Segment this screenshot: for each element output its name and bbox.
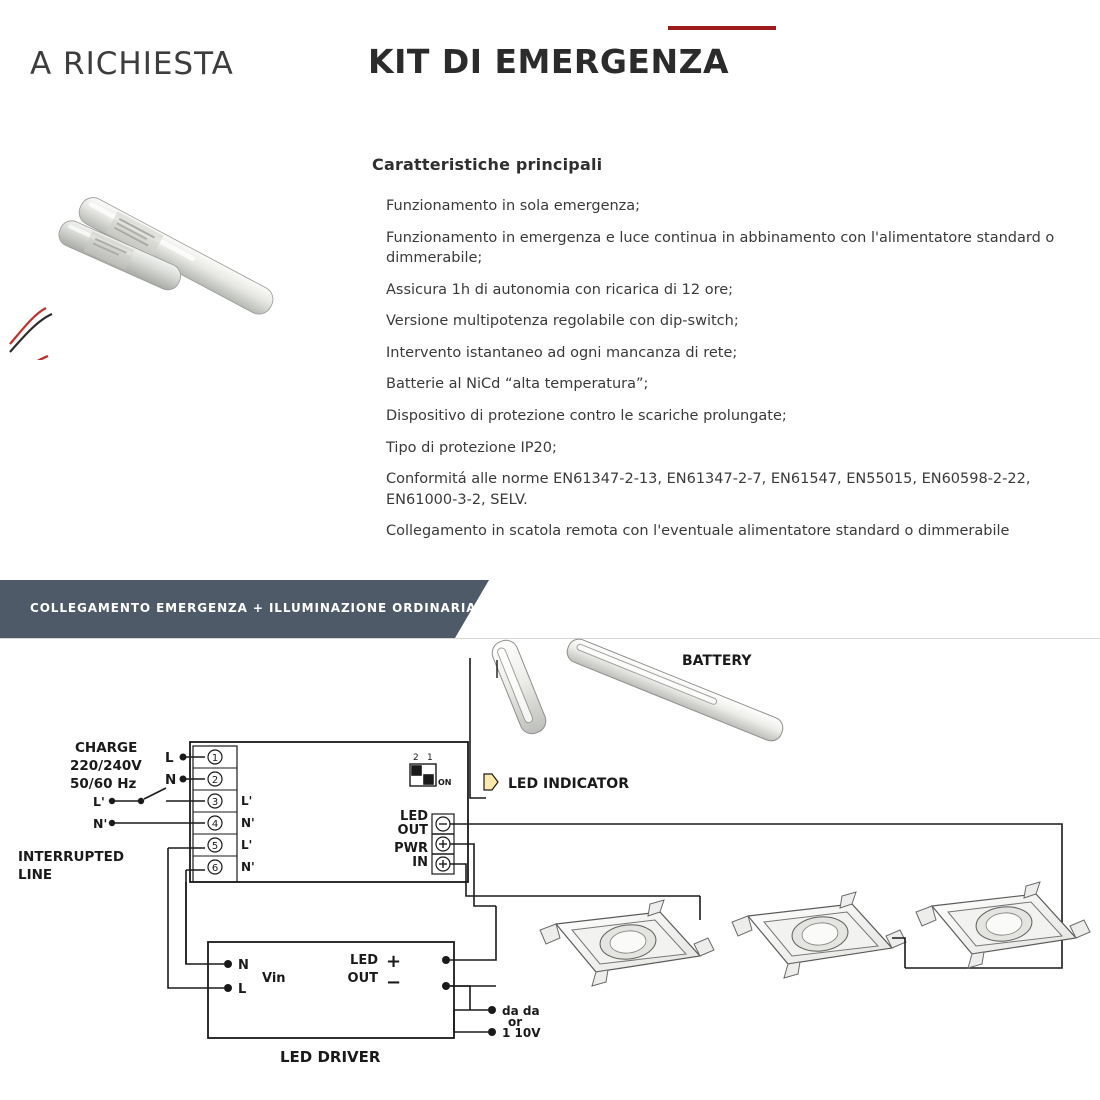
battery-label: BATTERY: [682, 653, 752, 669]
wiring-schematic: [0, 638, 1100, 1100]
svg-text:LINE: LINE: [18, 867, 53, 883]
svg-text:6: 6: [211, 863, 219, 874]
svg-text:N': N': [241, 816, 255, 830]
fixture-2: [732, 892, 906, 978]
svg-text:2: 2: [211, 775, 219, 786]
svg-text:50/60 Hz: 50/60 Hz: [70, 776, 137, 792]
dimming-labels: [502, 1004, 541, 1040]
feature-item: Versione multipotenza regolabile con dip-switch;: [386, 313, 739, 330]
svg-text:N': N': [241, 860, 255, 874]
driver-labels: [238, 951, 401, 997]
svg-text:−: −: [386, 972, 402, 993]
led-driver-title: LED DRIVER: [280, 1048, 381, 1066]
feature-item: Funzionamento in emergenza e luce continua in abbinamento con l'alimentatore standard o dimmerabile;: [386, 229, 1055, 267]
feature-item: Funzionamento in sola emergenza;: [386, 198, 641, 214]
terminal-side-labels: [241, 794, 255, 874]
svg-text:INTERRUPTED: INTERRUPTED: [18, 849, 125, 865]
wires: [13, 356, 60, 360]
charge-labels: [70, 740, 176, 792]
interrupted-line-label: [18, 849, 124, 883]
page-title: KIT DI EMERGENZA: [368, 42, 730, 81]
svg-text:IN: IN: [412, 855, 428, 870]
feature-item: Batterie al NiCd “alta temperatura”;: [386, 376, 649, 393]
band-label: COLLEGAMENTO EMERGENZA + ILLUMINAZIONE ORDINARIA: [30, 601, 477, 615]
fixture-1: [540, 900, 714, 986]
svg-text:2: 2: [413, 753, 419, 763]
svg-text:CHARGE: CHARGE: [75, 740, 138, 756]
svg-text:L: L: [165, 750, 174, 766]
fixture-3: [916, 882, 1090, 968]
wires-left: [10, 308, 52, 352]
dip-switch: [410, 753, 452, 787]
svg-text:LED: LED: [400, 809, 428, 824]
svg-text:ON: ON: [438, 778, 452, 787]
svg-text:L': L': [241, 794, 253, 808]
svg-text:or: or: [508, 1015, 523, 1029]
features-section: [372, 155, 1092, 553]
svg-text:1: 1: [211, 753, 219, 764]
charge-dots: [180, 754, 187, 783]
feature-item: Conformitá alle norme EN61347-2-13, EN61347-2-7, EN61547, EN55015, EN60598-2-22, EN61000-3-2, SELV.: [386, 471, 1031, 508]
svg-text:1: 1: [427, 753, 433, 763]
svg-text:1 10V: 1 10V: [502, 1026, 541, 1040]
svg-text:OUT: OUT: [347, 971, 378, 986]
features-heading: Caratteristiche principali: [372, 155, 603, 174]
svg-text:LED: LED: [350, 953, 378, 968]
svg-text:N: N: [238, 958, 249, 973]
svg-text:N: N: [165, 772, 177, 788]
feature-item: Assicura 1h di autonomia con ricarica di 12 ore;: [386, 281, 734, 298]
led-indicator: [484, 774, 629, 792]
svg-text:Vin: Vin: [262, 971, 286, 986]
product-photo: [8, 160, 338, 360]
page-header: [0, 0, 1100, 120]
svg-text:220/240V: 220/240V: [70, 758, 142, 774]
dimming-dots: [488, 1006, 496, 1036]
feature-item: Dispositivo di protezione contro le scariche prolungate;: [386, 408, 787, 425]
feature-item: Collegamento in scatola remota con l'eventuale alimentatore standard o dimmerabile: [386, 523, 1010, 540]
svg-text:L: L: [238, 982, 247, 997]
feature-item: Intervento istantaneo ad ogni mancanza di rete;: [386, 344, 738, 361]
feature-item: Tipo di protezione IP20;: [386, 439, 557, 456]
svg-text:da da: da da: [502, 1004, 540, 1018]
svg-text:L': L': [93, 794, 105, 809]
svg-text:LED INDICATOR: LED INDICATOR: [508, 776, 629, 792]
diagram-section: [0, 580, 1100, 1100]
svg-text:4: 4: [211, 819, 219, 830]
accent-rule: [668, 26, 776, 30]
svg-text:L': L': [241, 838, 253, 852]
svg-text:3: 3: [211, 797, 219, 808]
svg-text:PWR: PWR: [394, 841, 428, 856]
svg-text:+: +: [386, 951, 402, 972]
left-title: A RICHIESTA: [30, 46, 234, 82]
svg-text:5: 5: [211, 841, 219, 852]
svg-text:OUT: OUT: [397, 823, 428, 838]
output-labels: [394, 809, 428, 870]
svg-text:N': N': [93, 816, 108, 831]
